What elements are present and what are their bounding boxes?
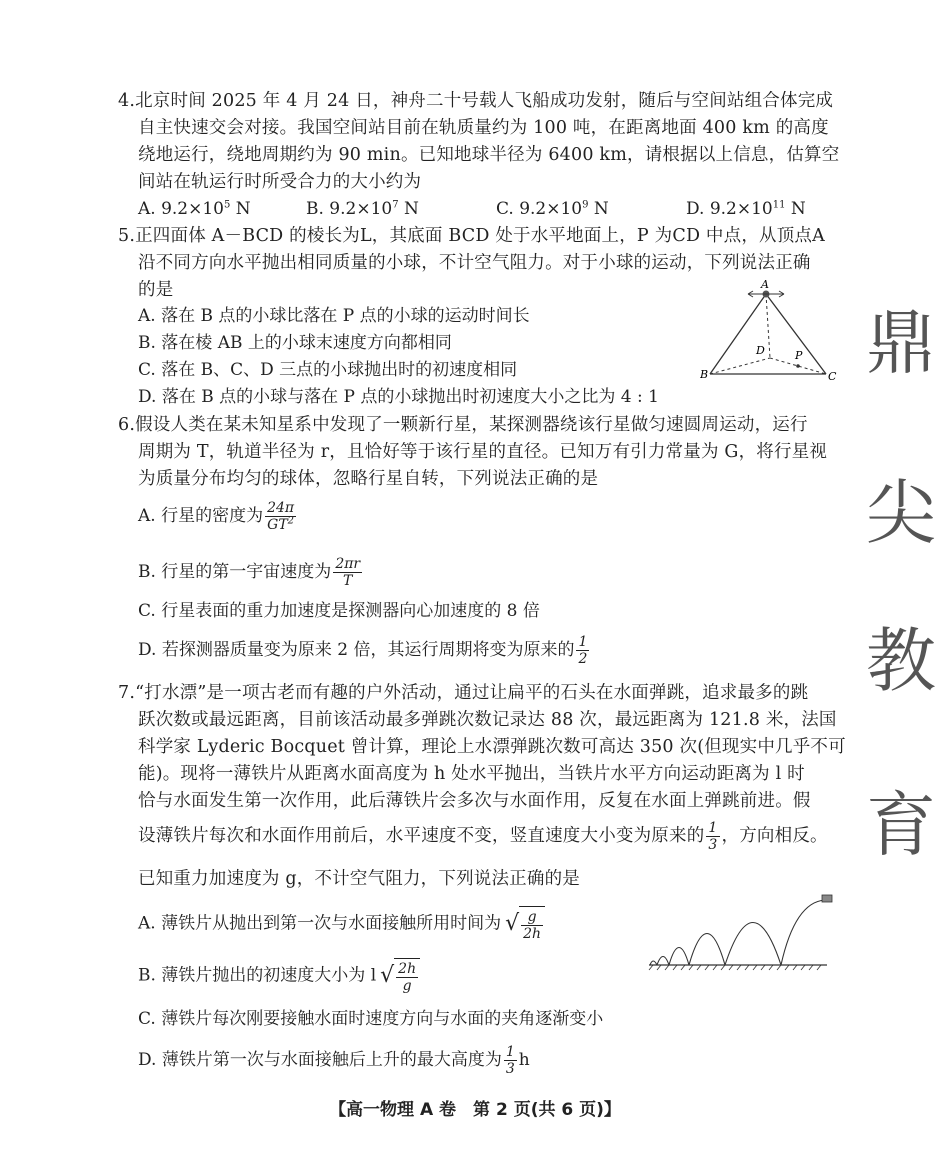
q6-option-b: B. 行星的第一宇宙速度为 $\frac{2\pi r}{T}$ bbox=[138, 556, 361, 589]
watermark-char-3: 教 bbox=[866, 620, 936, 702]
q6-line-3: 为质量分布均匀的球体，忽略行星自转，下列说法正确的是 bbox=[138, 469, 599, 489]
q6-option-c: C. 行星表面的重力加速度是探测器向心加速度的 8 倍 bbox=[138, 601, 540, 621]
q5-line-2: 沿不同方向水平抛出相同质量的小球，不计空气阻力。对于小球的运动，下列说法正确 bbox=[138, 253, 811, 273]
label-b: B bbox=[700, 368, 709, 381]
q7-option-b: B. 薄铁片抛出的初速度大小为 l √ $\frac{2h}{g}$ bbox=[138, 958, 420, 994]
q4-option-c: C. $9.2\times 10^9$ N bbox=[496, 199, 609, 219]
q5-option-d: D. 落在 B 点的小球与落在 P 点的小球抛出时初速度大小之比为 4 : 1 bbox=[138, 387, 659, 407]
q7-a-sqrt: √ $\frac{g}{2h}$ bbox=[505, 906, 545, 942]
label-a: A bbox=[761, 278, 769, 291]
q7-line-1: 7.“打水漂”是一项古老而有趣的户外活动，通过让扁平的石头在水面弹跳，追求最多的跳 bbox=[118, 683, 809, 703]
q6-a-fraction: $\frac{24\pi}{GT^2}$ bbox=[267, 500, 295, 533]
label-d: D bbox=[756, 344, 765, 357]
watermark-char-2: 尖 bbox=[866, 472, 936, 554]
q6-b-fraction: $\frac{2\pi r}{T}$ bbox=[335, 556, 361, 589]
q7-d-fraction: $\frac{1}{3}$ bbox=[505, 1044, 515, 1077]
q5-option-a: A. 落在 B 点的小球比落在 P 点的小球的运动时间长 bbox=[138, 306, 530, 326]
tetrahedron-figure bbox=[700, 278, 840, 384]
q7-option-c: C. 薄铁片每次刚要接触水面时速度方向与水面的夹角逐渐变小 bbox=[138, 1009, 604, 1029]
q4-line-4: 间站在轨运行时所受合力的大小约为 bbox=[138, 172, 422, 192]
q7-line-4: 能)。现将一薄铁片从距离水面高度为 h 处水平抛出，当铁片水平方向运动距离为 l 时 bbox=[138, 764, 805, 784]
q5-option-b: B. 落在棱 AB 上的小球末速度方向都相同 bbox=[138, 333, 452, 353]
q7-line6-fraction: $\frac{1}{3}$ bbox=[708, 820, 718, 853]
q7-line-6: 设薄铁片每次和水面作用前后，水平速度不变，竖直速度大小变为原来的 $\frac{1}{3}$ ，方向相反。 bbox=[138, 820, 828, 853]
q7-b-sqrt: √ $\frac{2h}{g}$ bbox=[380, 958, 420, 994]
skipping-stone-figure bbox=[645, 890, 840, 972]
q4-line-1: 4.北京时间 2025 年 4 月 24 日，神舟二十号载人飞船成功发射，随后与空间站组合体完成 bbox=[118, 91, 834, 111]
q7-line-5: 恰与水面发生第一次作用，此后薄铁片会多次与水面作用，反复在水面上弹跳前进。假 bbox=[138, 791, 811, 811]
q7-line-7: 已知重力加速度为 g，不计空气阻力，下列说法正确的是 bbox=[138, 869, 580, 889]
q6-option-d: D. 若探测器质量变为原来 2 倍，其运行周期将变为原来的 $\frac{1}{2}$ bbox=[138, 634, 588, 667]
q5-line-1: 5.正四面体 A－BCD 的棱长为L，其底面 BCD 处于水平地面上，P 为CD 中点，从顶点A bbox=[118, 226, 825, 246]
q6-line-1: 6.假设人类在某未知星系中发现了一颗新行星，某探测器绕该行星做匀速圆周运动，运行 bbox=[118, 415, 808, 435]
q4-option-d: D. $9.2\times 10^{11}$ N bbox=[686, 199, 806, 219]
q7-line-2: 跃次数或最远距离，目前该活动最多弹跳次数记录达 88 次，最远距离为 121.8 米，法国 bbox=[138, 710, 837, 730]
q4-line-2: 自主快速交会对接。我国空间站目前在轨质量约为 100 吨，在距离地面 400 km 的高度 bbox=[138, 118, 829, 138]
q7-option-d: D. 薄铁片第一次与水面接触后上升的最大高度为 $\frac{1}{3}$ h bbox=[138, 1044, 530, 1077]
q6-line-2: 周期为 T，轨道半径为 r，且恰好等于该行星的直径。已知万有引力常量为 G，将行星视 bbox=[138, 442, 828, 462]
label-c: C bbox=[828, 370, 837, 383]
q4-option-a: A. $9.2\times 10^5$ N bbox=[138, 199, 251, 219]
q5-line-3: 的是 bbox=[138, 280, 174, 300]
watermark-char-4: 育 bbox=[866, 784, 936, 866]
q7-line-3: 科学家 Lyderic Bocquet 曾计算，理论上水漂弹跳次数可高达 350 次(但现实中几乎不可 bbox=[138, 737, 846, 757]
q5-option-c: C. 落在 B、C、D 三点的小球抛出时的初速度相同 bbox=[138, 360, 518, 380]
page-footer: 【高一物理 A 卷 第 2 页(共 6 页)】 bbox=[329, 1100, 621, 1120]
q4-line-3: 绕地运行，绕地周期约为 90 min。已知地球半径为 6400 km，请根据以上信息，估算空 bbox=[138, 145, 840, 165]
watermark-char-1: 鼎 bbox=[866, 302, 936, 384]
q6-d-fraction: $\frac{1}{2}$ bbox=[578, 634, 588, 667]
label-p: P bbox=[795, 349, 803, 362]
q7-option-a: A. 薄铁片从抛出到第一次与水面接触所用时间为 √ $\frac{g}{2h}$ bbox=[138, 906, 545, 942]
q6-option-a: A. 行星的密度为 $\frac{24\pi}{GT^2}$ bbox=[138, 500, 295, 533]
q4-option-b: B. $9.2\times 10^7$ N bbox=[306, 199, 419, 219]
